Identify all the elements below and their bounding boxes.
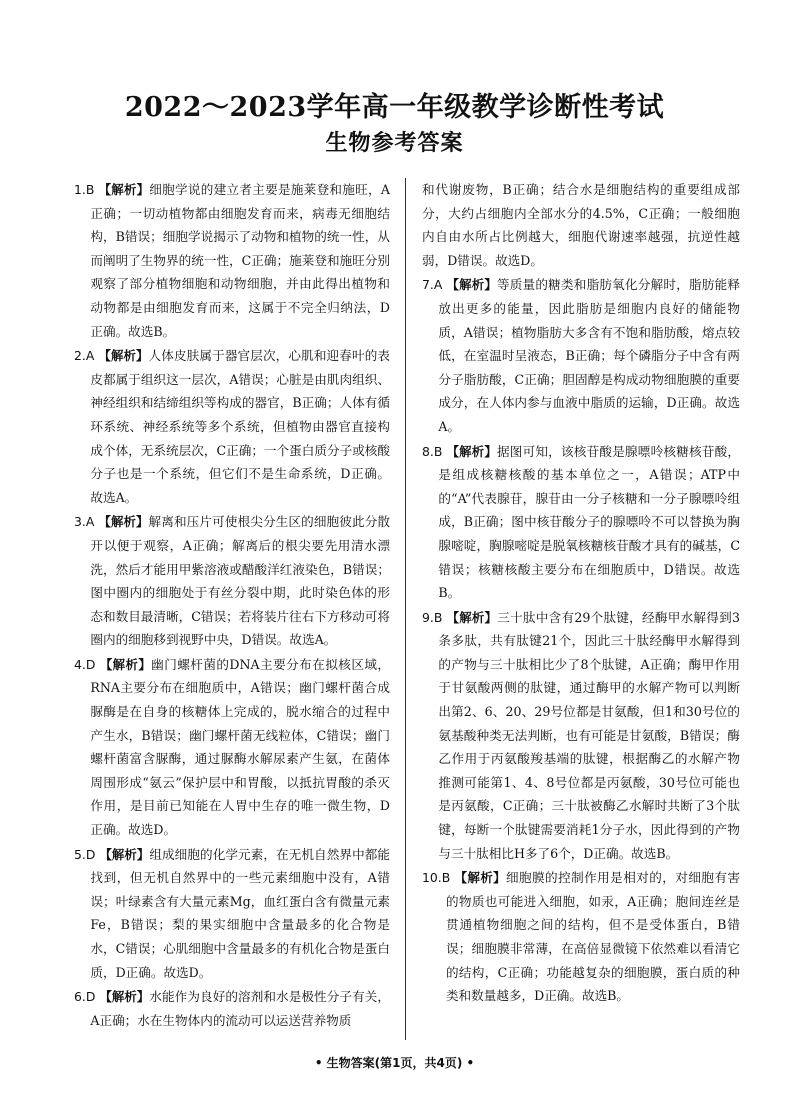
answer-item (422, 606, 740, 866)
answer-item (74, 843, 390, 985)
answer-item (74, 510, 390, 652)
answer-item (422, 866, 740, 1008)
question-number: 3. (74, 514, 86, 530)
explanation-tag: 【解析】 (98, 348, 149, 364)
explanation-tag: 【解析】 (99, 846, 150, 862)
answer-item (74, 653, 390, 842)
answer-choice: B (441, 870, 451, 886)
explanation-text: 组成细胞的化学元素，在无机自然界中都能找到，但无机自然界中的一些元素细胞中没有，A错误；叶绿素含有大量元素Mg，血红蛋白含有微量元素Fe，B错误；梨的果实细胞中含量最多的化合物是水，C错误；心肌细胞中含量最多的有机化合物是蛋白质，D正确。故选D。 (90, 846, 390, 980)
question-number: 2. (74, 348, 86, 364)
answer-item (74, 344, 390, 509)
answer-item (422, 178, 740, 272)
exam-title: 2022～2023学年高一年级教学诊断性考试 (124, 92, 665, 123)
question-number: 6. (74, 989, 86, 1005)
answer-choice: B (85, 182, 95, 197)
explanation-tag: 【解析】 (454, 870, 506, 886)
explanation-tag: 【解析】 (99, 656, 152, 672)
answer-item (74, 985, 390, 1032)
explanation-tag: 【解析】 (446, 443, 497, 459)
answer-choice: A (433, 277, 443, 293)
right-column (422, 178, 740, 1044)
question-number: 10. (422, 870, 442, 886)
question-number: 5. (74, 846, 86, 862)
answer-choice: A (85, 514, 95, 530)
question-number: 9. (422, 609, 434, 625)
answer-choice: D (85, 989, 96, 1005)
page-footer: • 生物答案(第1页，共4页) • (314, 1056, 475, 1070)
explanation-tag: 【解析】 (98, 514, 149, 530)
question-number: 8. (422, 443, 434, 459)
explanation-text: 细胞膜的控制作用是相对的，对细胞有害的物质也可能进入细胞，如汞，A正确；胞间连丝是贯通植物细胞之间的结构，但不是受体蛋白，B错误；细胞膜非常薄，在高倍显微镜下依然难以看清它的结构，C正确；功能越复杂的细胞膜，蛋白质的种类和数量越多，D正确。故选B。 (445, 870, 740, 1004)
explanation-tag: 【解析】 (446, 609, 498, 625)
answer-choice: A (85, 348, 95, 364)
question-number: 1. (74, 182, 86, 197)
answer-item (422, 273, 740, 438)
explanation-text: 和代谢废物，B正确；结合水是细胞结构的重要组成部分，大约占细胞内全部水分的4.5%，C正确；一般细胞内自由水所占比例越大，细胞代谢速率越强，抗逆性越弱，D错误。故选D。 (422, 182, 740, 268)
question-number: 4. (74, 656, 86, 672)
left-column (74, 178, 390, 1044)
explanation-text: 据图可知，该核苷酸是腺嘌呤核糖核苷酸，是组成核糖核酸的基本单位之一，A错误；ATP中的“A”代表腺苷，腺苷由一分子核糖和一分子腺嘌呤组成，B正确；图中核苷酸分子的腺嘌呤不可以替换为胸腺嘧啶，胸腺嘧啶是脱氧核糖核苷酸才具有的碱基，C错误；核糖核酸主要分布在细胞质中，D错误。故选B。 (438, 443, 740, 601)
answer-item (74, 178, 390, 343)
explanation-text: 三十肽中含有29个肽键，经酶甲水解得到3条多肽，共有肽键21个，因此三十肽经酶甲水解得到的产物与三十肽相比少了8个肽键，A正确；酶甲作用于甘氨酸两侧的肽键，通过酶甲的水解产物可以判断出第2、6、20、29号位都是甘氨酸，但1和30号位的氨基酸种类无法判断，也有可能是甘氨酸，B错误；酶乙作用于丙氨酸羧基端的肽键，根据酶乙的水解产物推测可能第1、4、8号位都是丙氨酸，30号位可能也是丙氨酸，C正确；三十肽被酶乙水解时共断了3个肽键，每断一个肽键需要消耗1分子水，因此得到的产物与三十肽相比H多了6个，D正确。故选B。 (438, 609, 740, 861)
explanation-text: 等质量的糖类和脂肪氧化分解时，脂肪能释放出更多的能量，因此脂肪是细胞内良好的储能物质，A错误；植物脂肪大多含有不饱和脂肪酸，熔点较低，在室温时呈液态，B正确；每个磷脂分子中含有两分子脂肪酸，C正确；胆固醇是构成动物细胞膜的重要成分，在人体内参与血液中脂质的运输，D正确。故选A。 (438, 277, 740, 434)
column-divider (405, 178, 406, 1040)
answer-choice: B (433, 443, 443, 459)
explanation-tag: 【解析】 (99, 989, 150, 1005)
explanation-tag: 【解析】 (98, 182, 150, 197)
explanation-text: 水能作为良好的溶剂和水是极性分子有关，A正确；水在生物体内的流动可以运送营养物质 (90, 989, 390, 1028)
explanation-text: 幽门螺杆菌的DNA主要分布在拟核区域，RNA主要分布在细胞质中，A错误；幽门螺杆菌合成脲酶是在自身的核糖体上完成的，脱水缩合的过程中产生水，B错误；幽门螺杆菌无线粒体，C错误；幽门螺杆菌富含脲酶，通过脲酶水解尿素产生氨，在菌体周围形成“氨云”保护层中和胃酸，以抵抗胃酸的杀灭作用，是目前已知能在人胃中生存的唯一微生物，D正确。故选D。 (90, 656, 390, 838)
answer-item (422, 440, 740, 605)
answer-choice: D (85, 846, 96, 862)
answer-choice: B (433, 609, 443, 625)
answer-choice: D (85, 656, 96, 672)
explanation-text: 人体皮肤属于器官层次，心肌和迎春叶的表皮都属于组织这一层次，A错误；心脏是由肌肉组织、神经组织和结缔组织等构成的器官，B正确；人体有循环系统、神经系统等多个系统，但植物由器官直接构成个体，无系统层次，C正确；一个蛋白质分子或核酸分子也是一个系统，但它们不是生命系统，D正确。故选A。 (90, 348, 390, 505)
answer-key-subtitle: 生物参考答案 (325, 131, 464, 156)
explanation-text: 解离和压片可使根尖分生区的细胞彼此分散开以便于观察，A正确；解离后的根尖要先用清水漂洗，然后才能用甲紫溶液或醋酸洋红液染色，B错误；图中圈内的细胞处于有丝分裂中期，此时染色体的形态和数目最清晰，C错误；若将装片往右下方移动可将圈内的细胞移到视野中央，D错误。故选A。 (90, 514, 390, 648)
question-number: 7. (422, 277, 434, 293)
explanation-text: 细胞学说的建立者主要是施莱登和施旺，A正确；一切动植物都由细胞发育而来，病毒无细胞结构，B错误；细胞学说揭示了动物和植物的统一性，从而阐明了生物界的统一性，C正确；施莱登和施旺分别观察了部分植物细胞和动物细胞，并由此得出植物和动物都是由细胞发育而来，这属于不完全归纳法，D正确。故选B。 (90, 182, 390, 339)
explanation-tag: 【解析】 (446, 277, 497, 293)
